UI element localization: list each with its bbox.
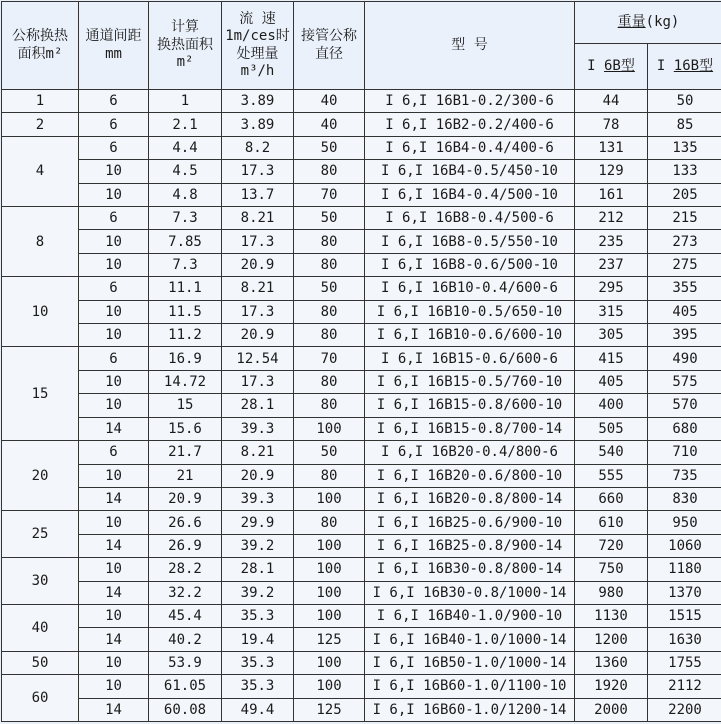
pipe-diameter-cell: 100 bbox=[294, 534, 365, 557]
nominal-area-cell: 15 bbox=[2, 347, 79, 441]
pipe-diameter-cell: 70 bbox=[294, 347, 365, 370]
spacing-cell: 6 bbox=[79, 277, 149, 300]
spacing-cell: 10 bbox=[79, 160, 149, 183]
type-6b-prefix: I bbox=[587, 57, 604, 74]
model-cell: I 6,I 16B2-0.2/400-6 bbox=[365, 113, 575, 136]
header-line: 计算 bbox=[171, 19, 199, 36]
weight-16b-cell: 570 bbox=[648, 394, 721, 417]
spacing-cell: 10 bbox=[79, 300, 149, 323]
table-row bbox=[2, 464, 721, 487]
flow-cell: 17.3 bbox=[222, 230, 294, 253]
weight-16b-cell: 680 bbox=[648, 417, 721, 440]
header-line: m² bbox=[176, 54, 194, 71]
table-row bbox=[2, 581, 721, 604]
calc-area-cell: 21.7 bbox=[149, 441, 222, 464]
calc-area-cell: 53.9 bbox=[149, 651, 222, 674]
pipe-diameter-cell: 80 bbox=[294, 370, 365, 393]
model-cell: I 6,I 16B20-0.8/800-14 bbox=[365, 487, 575, 510]
flow-cell: 29.9 bbox=[222, 511, 294, 534]
model-cell: I 6,I 16B8-0.6/500-10 bbox=[365, 253, 575, 276]
table-row bbox=[2, 370, 721, 393]
weight-6b-cell: 295 bbox=[575, 277, 648, 300]
calc-area-cell: 1 bbox=[149, 90, 222, 113]
flow-cell: 49.4 bbox=[222, 698, 294, 721]
nominal-area-cell: 1 bbox=[2, 90, 79, 113]
pipe-diameter-cell: 100 bbox=[294, 558, 365, 581]
weight-6b-cell: 1920 bbox=[575, 675, 648, 698]
model-cell: I 6,I 16B20-0.6/800-10 bbox=[365, 464, 575, 487]
flow-cell: 19.4 bbox=[222, 628, 294, 651]
model-cell: I 6,I 16B15-0.8/700-14 bbox=[365, 417, 575, 440]
header-line: mm bbox=[105, 45, 122, 62]
flow-cell: 8.21 bbox=[222, 441, 294, 464]
pipe-diameter-cell: 50 bbox=[294, 277, 365, 300]
flow-cell: 39.2 bbox=[222, 581, 294, 604]
table-row bbox=[2, 651, 721, 674]
weight-6b-cell: 660 bbox=[575, 487, 648, 510]
header-line: 处理量 bbox=[236, 45, 279, 62]
weight-label[interactable]: 重量 bbox=[617, 13, 646, 30]
spacing-cell: 6 bbox=[79, 90, 149, 113]
weight-6b-cell: 315 bbox=[575, 300, 648, 323]
col-header-channel-spacing bbox=[79, 2, 149, 90]
weight-16b-cell: 710 bbox=[648, 441, 721, 464]
weight-6b-cell: 44 bbox=[575, 90, 648, 113]
weight-16b-cell: 1755 bbox=[648, 651, 721, 674]
model-cell: I 6,I 16B50-1.0/1000-14 bbox=[365, 651, 575, 674]
table-row bbox=[2, 511, 721, 534]
calc-area-cell: 15 bbox=[149, 394, 222, 417]
weight-6b-cell: 400 bbox=[575, 394, 648, 417]
calc-area-cell: 45.4 bbox=[149, 604, 222, 627]
flow-cell: 28.1 bbox=[222, 558, 294, 581]
calc-area-cell: 11.5 bbox=[149, 300, 222, 323]
spacing-cell: 10 bbox=[79, 253, 149, 276]
flow-cell: 8.21 bbox=[222, 277, 294, 300]
spacing-cell: 6 bbox=[79, 113, 149, 136]
header-row-1 bbox=[2, 2, 721, 44]
pipe-diameter-cell: 40 bbox=[294, 113, 365, 136]
spacing-cell: 14 bbox=[79, 487, 149, 510]
table-row bbox=[2, 534, 721, 557]
pipe-diameter-cell: 80 bbox=[294, 230, 365, 253]
spacing-cell: 10 bbox=[79, 394, 149, 417]
nominal-area-cell: 10 bbox=[2, 277, 79, 347]
flow-cell: 12.54 bbox=[222, 347, 294, 370]
calc-area-cell: 21 bbox=[149, 464, 222, 487]
flow-cell: 17.3 bbox=[222, 300, 294, 323]
col-header-flow-capacity bbox=[222, 2, 294, 90]
nominal-area-cell: 2 bbox=[2, 113, 79, 136]
weight-16b-cell: 1630 bbox=[648, 628, 721, 651]
model-cell: I 6,I 16B40-1.0/900-10 bbox=[365, 604, 575, 627]
weight-6b-cell: 405 bbox=[575, 370, 648, 393]
weight-16b-cell: 1370 bbox=[648, 581, 721, 604]
weight-16b-cell: 135 bbox=[648, 136, 721, 159]
weight-16b-cell: 275 bbox=[648, 253, 721, 276]
calc-area-cell: 20.9 bbox=[149, 487, 222, 510]
col-header-weight bbox=[575, 2, 721, 44]
weight-6b-cell: 540 bbox=[575, 441, 648, 464]
table-row bbox=[2, 253, 721, 276]
flow-cell: 39.2 bbox=[222, 534, 294, 557]
flow-cell: 35.3 bbox=[222, 604, 294, 627]
col-header-calc-area bbox=[149, 2, 222, 90]
weight-16b-cell: 735 bbox=[648, 464, 721, 487]
model-cell: I 6,I 16B25-0.6/900-10 bbox=[365, 511, 575, 534]
spacing-cell: 10 bbox=[79, 511, 149, 534]
calc-area-cell: 7.3 bbox=[149, 253, 222, 276]
weight-6b-cell: 129 bbox=[575, 160, 648, 183]
spec-table bbox=[1, 1, 721, 722]
weight-6b-cell: 78 bbox=[575, 113, 648, 136]
weight-6b-cell: 720 bbox=[575, 534, 648, 557]
spacing-cell: 6 bbox=[79, 136, 149, 159]
weight-6b-cell: 305 bbox=[575, 324, 648, 347]
model-cell: I 6,I 16B10-0.6/600-10 bbox=[365, 324, 575, 347]
weight-16b-cell: 2112 bbox=[648, 675, 721, 698]
header-line: 换热面积 bbox=[157, 36, 213, 53]
pipe-diameter-cell: 50 bbox=[294, 207, 365, 230]
weight-6b-cell: 980 bbox=[575, 581, 648, 604]
header-line: 1m/ces时 bbox=[225, 28, 290, 44]
model-cell: I 6,I 16B15-0.8/600-10 bbox=[365, 394, 575, 417]
model-cell: I 6,I 16B4-0.4/400-6 bbox=[365, 136, 575, 159]
flow-cell: 8.21 bbox=[222, 207, 294, 230]
calc-area-cell: 26.6 bbox=[149, 511, 222, 534]
weight-16b-cell: 405 bbox=[648, 300, 721, 323]
model-cell: I 6,I 16B20-0.4/800-6 bbox=[365, 441, 575, 464]
model-cell: I 6,I 16B8-0.4/500-6 bbox=[365, 207, 575, 230]
table-row bbox=[2, 675, 721, 698]
flow-cell: 13.7 bbox=[222, 183, 294, 206]
weight-16b-cell: 215 bbox=[648, 207, 721, 230]
calc-area-cell: 40.2 bbox=[149, 628, 222, 651]
model-cell: I 6,I 16B10-0.5/650-10 bbox=[365, 300, 575, 323]
pipe-diameter-cell: 100 bbox=[294, 651, 365, 674]
spacing-cell: 10 bbox=[79, 464, 149, 487]
flow-cell: 3.89 bbox=[222, 90, 294, 113]
weight-6b-cell: 131 bbox=[575, 136, 648, 159]
spec-table-body bbox=[2, 90, 721, 722]
spacing-cell: 14 bbox=[79, 534, 149, 557]
weight-16b-cell: 1180 bbox=[648, 558, 721, 581]
pipe-diameter-cell: 80 bbox=[294, 160, 365, 183]
pipe-diameter-cell: 100 bbox=[294, 487, 365, 510]
nominal-area-cell: 25 bbox=[2, 511, 79, 558]
model-cell: I 6,I 16B60-1.0/1100-10 bbox=[365, 675, 575, 698]
model-cell: I 6,I 16B25-0.8/900-14 bbox=[365, 534, 575, 557]
calc-area-cell: 4.5 bbox=[149, 160, 222, 183]
spacing-cell: 6 bbox=[79, 347, 149, 370]
weight-16b-cell: 1060 bbox=[648, 534, 721, 557]
flow-cell: 35.3 bbox=[222, 675, 294, 698]
calc-area-cell: 15.6 bbox=[149, 417, 222, 440]
nominal-area-cell: 8 bbox=[2, 207, 79, 277]
nominal-area-cell: 40 bbox=[2, 604, 79, 651]
header-line: m³/h bbox=[240, 63, 275, 79]
pipe-diameter-cell: 50 bbox=[294, 441, 365, 464]
weight-6b-cell: 235 bbox=[575, 230, 648, 253]
col-header-type-16b[interactable] bbox=[648, 44, 721, 90]
nominal-area-cell: 50 bbox=[2, 651, 79, 674]
spacing-cell: 10 bbox=[79, 230, 149, 253]
table-row bbox=[2, 628, 721, 651]
weight-6b-cell: 1130 bbox=[575, 604, 648, 627]
pipe-diameter-cell: 80 bbox=[294, 394, 365, 417]
table-row bbox=[2, 160, 721, 183]
flow-cell: 35.3 bbox=[222, 651, 294, 674]
pipe-diameter-cell: 125 bbox=[294, 698, 365, 721]
weight-16b-cell: 575 bbox=[648, 370, 721, 393]
model-cell: I 6,I 16B4-0.4/500-10 bbox=[365, 183, 575, 206]
calc-area-cell: 7.3 bbox=[149, 207, 222, 230]
calc-area-cell: 60.08 bbox=[149, 698, 222, 721]
type-6b-link[interactable]: 6B型 bbox=[604, 57, 635, 74]
calc-area-cell: 32.2 bbox=[149, 581, 222, 604]
model-cell: I 6,I 16B8-0.5/550-10 bbox=[365, 230, 575, 253]
weight-16b-cell: 273 bbox=[648, 230, 721, 253]
calc-area-cell: 11.1 bbox=[149, 277, 222, 300]
model-cell: I 6,I 16B30-0.8/800-14 bbox=[365, 558, 575, 581]
table-row bbox=[2, 441, 721, 464]
model-cell: I 6,I 16B1-0.2/300-6 bbox=[365, 90, 575, 113]
col-header-model bbox=[365, 2, 575, 90]
table-row bbox=[2, 207, 721, 230]
weight-unit: (kg) bbox=[645, 13, 680, 30]
pipe-diameter-cell: 100 bbox=[294, 675, 365, 698]
spacing-cell: 10 bbox=[79, 604, 149, 627]
pipe-diameter-cell: 80 bbox=[294, 253, 365, 276]
type-16b-prefix: I bbox=[656, 57, 674, 74]
model-cell: I 6,I 16B4-0.5/450-10 bbox=[365, 160, 575, 183]
table-row bbox=[2, 90, 721, 113]
weight-6b-cell: 1360 bbox=[575, 651, 648, 674]
spacing-cell: 10 bbox=[79, 324, 149, 347]
header-line: 流 速 bbox=[239, 10, 276, 27]
weight-16b-cell: 133 bbox=[648, 160, 721, 183]
table-row bbox=[2, 558, 721, 581]
spacing-cell: 10 bbox=[79, 183, 149, 206]
spacing-cell: 10 bbox=[79, 675, 149, 698]
model-cell: I 6,I 16B15-0.6/600-6 bbox=[365, 347, 575, 370]
col-header-type-6b[interactable] bbox=[575, 44, 648, 90]
table-row bbox=[2, 417, 721, 440]
calc-area-cell: 4.8 bbox=[149, 183, 222, 206]
header-line: 直径 bbox=[315, 45, 343, 62]
spacing-cell: 14 bbox=[79, 628, 149, 651]
model-cell: I 6,I 16B15-0.5/760-10 bbox=[365, 370, 575, 393]
table-row bbox=[2, 230, 721, 253]
table-row bbox=[2, 136, 721, 159]
table-row bbox=[2, 347, 721, 370]
flow-cell: 3.89 bbox=[222, 113, 294, 136]
pipe-diameter-cell: 70 bbox=[294, 183, 365, 206]
calc-area-cell: 28.2 bbox=[149, 558, 222, 581]
calc-area-cell: 61.05 bbox=[149, 675, 222, 698]
model-cell: I 6,I 16B60-1.0/1200-14 bbox=[365, 698, 575, 721]
nominal-area-cell: 60 bbox=[2, 675, 79, 722]
flow-cell: 17.3 bbox=[222, 370, 294, 393]
header-line: 型 号 bbox=[451, 36, 488, 53]
pipe-diameter-cell: 100 bbox=[294, 417, 365, 440]
pipe-diameter-cell: 80 bbox=[294, 324, 365, 347]
pipe-diameter-cell: 50 bbox=[294, 136, 365, 159]
table-row bbox=[2, 277, 721, 300]
weight-6b-cell: 1200 bbox=[575, 628, 648, 651]
model-cell: I 6,I 16B40-1.0/1000-14 bbox=[365, 628, 575, 651]
pipe-diameter-cell: 80 bbox=[294, 464, 365, 487]
table-row bbox=[2, 113, 721, 136]
table-row bbox=[2, 394, 721, 417]
weight-16b-cell: 205 bbox=[648, 183, 721, 206]
header-line: 通道间距 bbox=[85, 28, 142, 44]
flow-cell: 39.3 bbox=[222, 417, 294, 440]
calc-area-cell: 26.9 bbox=[149, 534, 222, 557]
flow-cell: 17.3 bbox=[222, 160, 294, 183]
weight-16b-cell: 2200 bbox=[648, 698, 721, 721]
header-line: 面积m² bbox=[17, 45, 63, 62]
weight-6b-cell: 161 bbox=[575, 183, 648, 206]
table-row bbox=[2, 183, 721, 206]
calc-area-cell: 14.72 bbox=[149, 370, 222, 393]
weight-16b-cell: 1515 bbox=[648, 604, 721, 627]
calc-area-cell: 16.9 bbox=[149, 347, 222, 370]
weight-16b-cell: 950 bbox=[648, 511, 721, 534]
pipe-diameter-cell: 100 bbox=[294, 581, 365, 604]
flow-cell: 20.9 bbox=[222, 253, 294, 276]
table-row bbox=[2, 487, 721, 510]
spacing-cell: 6 bbox=[79, 207, 149, 230]
weight-6b-cell: 237 bbox=[575, 253, 648, 276]
table-row bbox=[2, 604, 721, 627]
nominal-area-cell: 20 bbox=[2, 441, 79, 511]
model-cell: I 6,I 16B30-0.8/1000-14 bbox=[365, 581, 575, 604]
table-row bbox=[2, 698, 721, 721]
weight-6b-cell: 505 bbox=[575, 417, 648, 440]
col-header-nominal-area bbox=[2, 2, 79, 90]
flow-cell: 20.9 bbox=[222, 464, 294, 487]
weight-16b-cell: 355 bbox=[648, 277, 721, 300]
col-header-pipe-diameter bbox=[294, 2, 365, 90]
table-row bbox=[2, 324, 721, 347]
calc-area-cell: 11.2 bbox=[149, 324, 222, 347]
weight-16b-cell: 85 bbox=[648, 113, 721, 136]
pipe-diameter-cell: 100 bbox=[294, 604, 365, 627]
weight-6b-cell: 2000 bbox=[575, 698, 648, 721]
flow-cell: 28.1 bbox=[222, 394, 294, 417]
table-row bbox=[2, 300, 721, 323]
flow-cell: 8.2 bbox=[222, 136, 294, 159]
flow-cell: 20.9 bbox=[222, 324, 294, 347]
weight-16b-cell: 395 bbox=[648, 324, 721, 347]
pipe-diameter-cell: 125 bbox=[294, 628, 365, 651]
weight-16b-cell: 490 bbox=[648, 347, 721, 370]
type-16b-link[interactable]: 16B型 bbox=[673, 57, 714, 74]
nominal-area-cell: 4 bbox=[2, 136, 79, 206]
weight-6b-cell: 555 bbox=[575, 464, 648, 487]
model-cell: I 6,I 16B10-0.4/600-6 bbox=[365, 277, 575, 300]
weight-6b-cell: 212 bbox=[575, 207, 648, 230]
pipe-diameter-cell: 80 bbox=[294, 511, 365, 534]
spacing-cell: 14 bbox=[79, 698, 149, 721]
weight-6b-cell: 415 bbox=[575, 347, 648, 370]
header-line: 公称换热 bbox=[12, 28, 68, 44]
weight-6b-cell: 750 bbox=[575, 558, 648, 581]
spacing-cell: 10 bbox=[79, 651, 149, 674]
calc-area-cell: 4.4 bbox=[149, 136, 222, 159]
spacing-cell: 14 bbox=[79, 417, 149, 440]
header-line: 接管公称 bbox=[301, 28, 357, 44]
pipe-diameter-cell: 80 bbox=[294, 300, 365, 323]
calc-area-cell: 2.1 bbox=[149, 113, 222, 136]
flow-cell: 39.3 bbox=[222, 487, 294, 510]
weight-6b-cell: 610 bbox=[575, 511, 648, 534]
spacing-cell: 10 bbox=[79, 370, 149, 393]
spacing-cell: 6 bbox=[79, 441, 149, 464]
weight-16b-cell: 830 bbox=[648, 487, 721, 510]
spacing-cell: 10 bbox=[79, 558, 149, 581]
calc-area-cell: 7.85 bbox=[149, 230, 222, 253]
weight-16b-cell: 50 bbox=[648, 90, 721, 113]
pipe-diameter-cell: 40 bbox=[294, 90, 365, 113]
spacing-cell: 14 bbox=[79, 581, 149, 604]
nominal-area-cell: 30 bbox=[2, 558, 79, 605]
